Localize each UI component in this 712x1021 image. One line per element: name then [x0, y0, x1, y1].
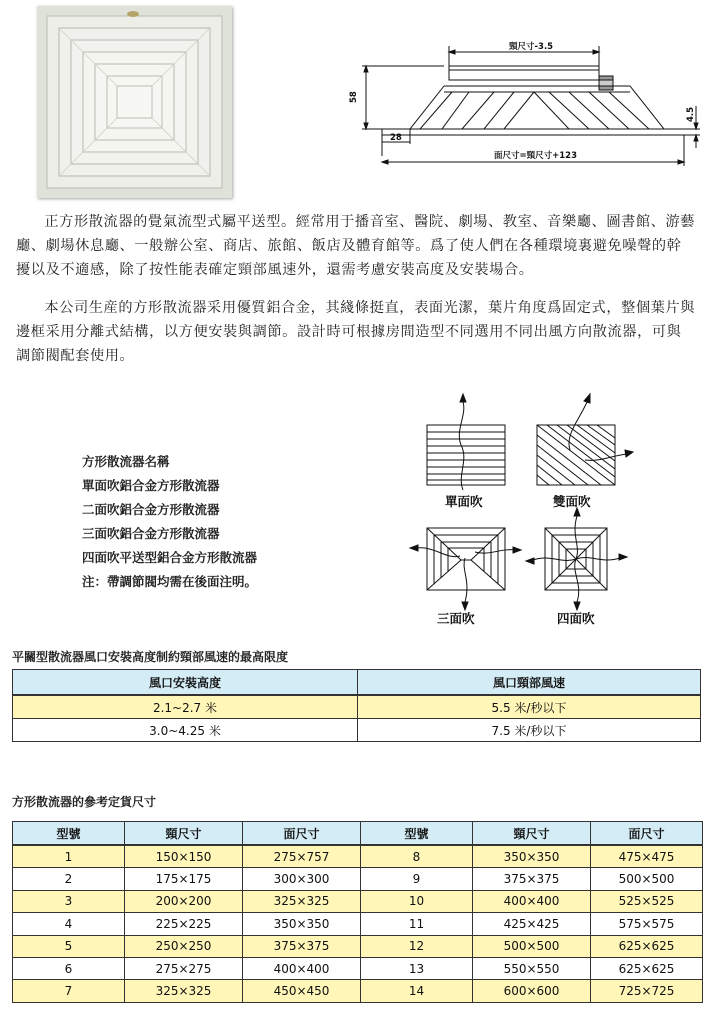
height-table-title: 平關型散流器風口安裝高度制約頸部風速的最高限度 — [12, 650, 289, 664]
table-cell: 325×325 — [125, 980, 243, 1002]
column-header: 頸尺寸 — [125, 822, 243, 846]
blow-pattern-diagrams — [405, 380, 655, 640]
table-cell: 150×150 — [125, 845, 243, 868]
table-row — [13, 890, 703, 912]
face-size-label: 面尺寸=頸尺寸+123 — [494, 151, 577, 161]
table-cell: 2 — [13, 868, 125, 890]
double-blow-diagram — [537, 394, 633, 485]
table-cell: 3 — [13, 890, 125, 912]
description-paragraph-2: 本公司生産的方形散流器采用優質鋁合金，其綫條挺直，表面光潔，葉片角度爲固定式，整個葉片與邊框采用分離式結構，以方便安裝與調節。設計時可根據房間造型不同選用不同出風方向散流器，可與調節閥配套使用。 — [16, 300, 696, 364]
table-row — [13, 719, 701, 742]
table-cell: 550×550 — [473, 957, 591, 979]
table-cell: 375×375 — [243, 935, 361, 957]
table-cell: 200×200 — [125, 890, 243, 912]
table-cell: 575×575 — [591, 913, 703, 935]
square-diffuser-image — [37, 6, 232, 198]
quad-blow-label: 四面吹 — [557, 611, 595, 626]
table-cell: 10 — [361, 890, 473, 912]
flange-label: 28 — [390, 133, 402, 143]
table-cell: 275×757 — [243, 845, 361, 868]
size-table — [12, 821, 703, 1003]
table-cell: 325×325 — [243, 890, 361, 912]
table-cell: 375×375 — [473, 868, 591, 890]
table-cell: 6 — [13, 957, 125, 979]
type-list-note: 注：帶調節閥均需在後面注明。 — [82, 574, 258, 589]
table-row — [13, 980, 703, 1002]
table-cell: 350×350 — [473, 845, 591, 868]
table-cell: 14 — [361, 980, 473, 1002]
quad-blow-diagram — [526, 508, 627, 610]
table-cell: 11 — [361, 913, 473, 935]
table-cell: 275×275 — [125, 957, 243, 979]
table-cell: 500×500 — [473, 935, 591, 957]
table-cell: 525×525 — [591, 890, 703, 912]
description-paragraph-1: 正方形散流器的覺氣流型式屬平送型。經常用于播音室、醫院、劇場、教室、音樂廳、圖書館、游藝廳、劇場休息廳、一般辦公室、商店、旅館、飯店及體育館等。爲了使人們在各種環境裏避免噪聲的幹擾以及不適感，除了按性能表確定頸部風速外，還需考慮安裝高度及安裝場合。 — [16, 214, 696, 278]
table-cell: 625×625 — [591, 935, 703, 957]
table-cell: 400×400 — [243, 957, 361, 979]
dimension-drawing — [344, 36, 706, 178]
type-item-triple: 三面吹鋁合金方形散流器 — [82, 526, 220, 541]
column-header: 面尺寸 — [243, 822, 361, 846]
type-list-heading: 方形散流器名稱 — [82, 454, 170, 469]
triple-blow-diagram — [410, 528, 521, 610]
table-cell: 2.1~2.7 米 — [13, 695, 358, 719]
table-cell: 4 — [13, 913, 125, 935]
table-cell: 350×350 — [243, 913, 361, 935]
table-row — [13, 845, 703, 868]
single-blow-diagram — [427, 394, 505, 490]
column-header: 頸尺寸 — [473, 822, 591, 846]
triple-blow-label: 三面吹 — [437, 611, 475, 626]
type-item-single: 單面吹鋁合金方形散流器 — [82, 478, 220, 493]
type-item-quad: 四面吹平送型鋁合金方形散流器 — [82, 550, 258, 565]
table-cell: 400×400 — [473, 890, 591, 912]
size-table-title: 方形散流器的參考定貨尺寸 — [12, 795, 157, 809]
column-header: 型號 — [361, 822, 473, 846]
column-header: 型號 — [13, 822, 125, 846]
table-row — [13, 695, 701, 719]
thickness-label: 4.5 — [686, 106, 696, 122]
type-item-double: 二面吹鋁合金方形散流器 — [82, 502, 220, 517]
column-header: 風口安裝高度 — [13, 670, 358, 696]
table-cell: 475×475 — [591, 845, 703, 868]
table-cell: 500×500 — [591, 868, 703, 890]
table-header-row — [13, 670, 701, 696]
neck-size-label: 頸尺寸-3.5 — [509, 42, 554, 52]
table-cell: 13 — [361, 957, 473, 979]
height-label: 58 — [349, 91, 359, 103]
table-cell: 8 — [361, 845, 473, 868]
table-header-row — [13, 822, 703, 846]
table-cell: 9 — [361, 868, 473, 890]
column-header: 風口頸部風速 — [358, 670, 701, 696]
table-cell: 175×175 — [125, 868, 243, 890]
double-blow-label: 雙面吹 — [553, 494, 591, 509]
table-cell: 425×425 — [473, 913, 591, 935]
table-cell: 1 — [13, 845, 125, 868]
table-cell: 12 — [361, 935, 473, 957]
table-cell: 5.5 米/秒以下 — [358, 695, 701, 719]
table-row — [13, 957, 703, 979]
table-cell: 225×225 — [125, 913, 243, 935]
table-row — [13, 868, 703, 890]
table-cell: 250×250 — [125, 935, 243, 957]
column-header: 面尺寸 — [591, 822, 703, 846]
table-cell: 5 — [13, 935, 125, 957]
diffuser-type-list — [82, 450, 362, 594]
table-cell: 625×625 — [591, 957, 703, 979]
table-cell: 300×300 — [243, 868, 361, 890]
table-cell: 7.5 米/秒以下 — [358, 719, 701, 742]
table-cell: 3.0~4.25 米 — [13, 719, 358, 742]
table-row — [13, 935, 703, 957]
height-velocity-table — [12, 669, 701, 742]
table-cell: 725×725 — [591, 980, 703, 1002]
product-photo — [37, 6, 232, 198]
table-cell: 7 — [13, 980, 125, 1002]
table-row — [13, 913, 703, 935]
table-cell: 450×450 — [243, 980, 361, 1002]
table-cell: 600×600 — [473, 980, 591, 1002]
single-blow-label: 單面吹 — [445, 494, 483, 509]
